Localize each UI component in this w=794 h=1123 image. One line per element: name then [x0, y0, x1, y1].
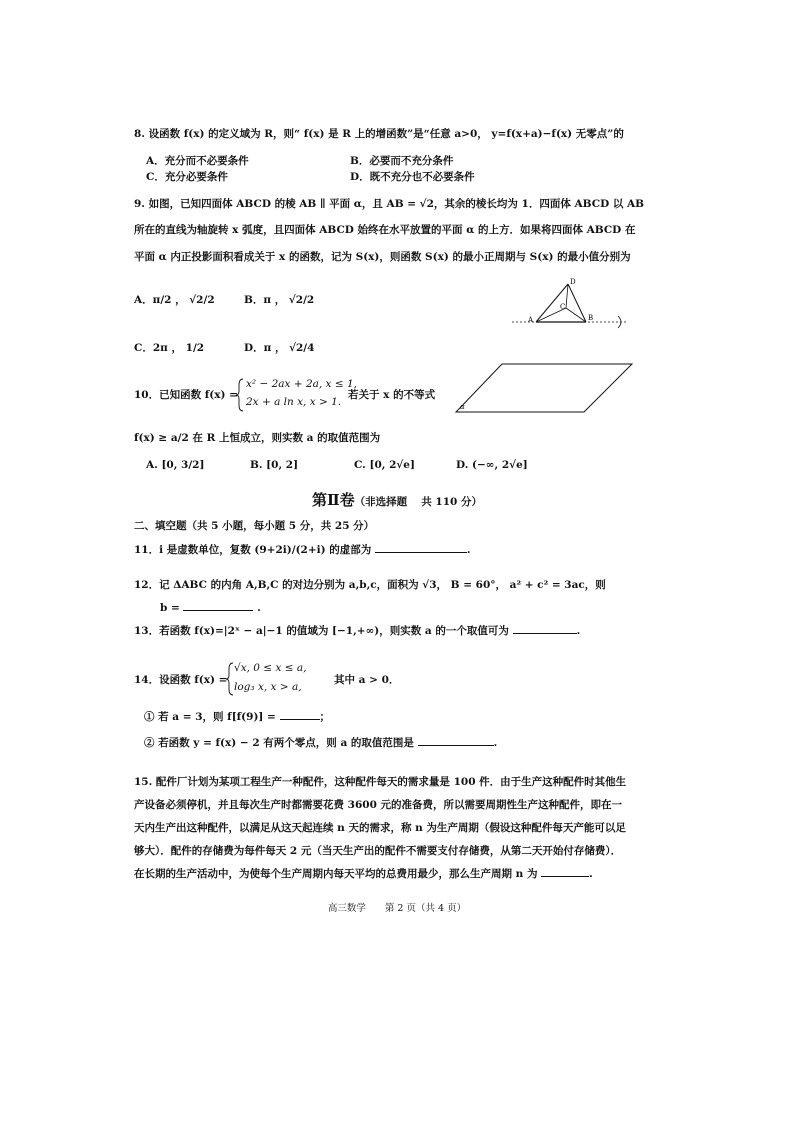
q14-piece-1: √x, 0 ≤ x ≤ a,: [234, 662, 307, 674]
part-two-subtitle: （非选择题 共 110 分）: [354, 496, 483, 508]
label-d: D: [570, 278, 576, 286]
q13: [134, 623, 580, 638]
q10-brace: [236, 378, 244, 412]
q15-answer-blank[interactable]: [541, 866, 589, 877]
q11: [134, 542, 471, 557]
q12-line-1: 12．记 ΔABC 的内角 A,B,C 的对边分别为 a,b,c，面积为 √3， B = 60°， a² + c² = 3ac，则: [134, 579, 606, 591]
q15-line-4: 够大）．配件的存储费为每件每天 2 元（当天生产出的配件不需要支付存储费，从第二天开始付存储费）．: [134, 845, 622, 857]
q13-text: 13．若函数 f(x)=|2ˣ − a|−1 的值域为 [−1,+∞)，则实数 a 的一个取值可为: [134, 625, 509, 637]
q14-sub-2-answer-blank[interactable]: [418, 735, 494, 746]
q13-end: .: [576, 625, 581, 637]
q9-option-d: D．π ， √2/4: [244, 342, 315, 354]
part-two-title: [0, 489, 794, 510]
q14-sub-2-text: ② 若函数 y = f(x) − 2 有两个零点，则 a 的取值范围是: [144, 737, 414, 749]
tetrahedron-figure: [508, 276, 634, 336]
q15-line-2: 产设备必须停机，并且每次生产时都需要花费 3600 元的准备费，所以需要周期性生产这种配件，即在一: [134, 799, 623, 811]
page-footer: 高三数学 第 2 页（共 4 页）: [327, 903, 467, 914]
q10-stem-prefix: 10．已知函数 f(x) =: [134, 389, 238, 401]
q11-end: .: [466, 544, 471, 556]
q8-option-c: C．充分必要条件: [146, 171, 228, 183]
q10-option-b: B. [0, 2]: [250, 459, 299, 471]
q11-answer-blank[interactable]: [375, 542, 467, 553]
q10-option-c: C. [0, 2√e]: [354, 459, 415, 471]
part-two-heading: 第Ⅱ卷: [311, 491, 355, 509]
q15-line-1: 15. 配件厂计划为某项工程生产一种配件，这种配件每天的需求量是 100 件．由于生产这种配件时其他生: [134, 776, 627, 788]
q12-end: .: [257, 602, 261, 614]
q12-line-2: [160, 600, 261, 614]
q8-option-a: A．充分而不必要条件: [146, 155, 249, 167]
q14-brace: [226, 662, 234, 696]
q12-b-label: b =: [160, 602, 180, 614]
q10-option-d: D. (−∞, 2√e]: [456, 459, 528, 471]
q9-option-c: C．2π ， 1/2: [134, 342, 205, 354]
label-b: B: [588, 314, 594, 322]
plane-alpha-figure: [454, 360, 634, 416]
q9-option-b: B．π ， √2/2: [244, 294, 315, 306]
q14-stem-suffix: 其中 a > 0．: [334, 674, 400, 686]
q9-line-1: 9. 如图，已知四面体 ABCD 的棱 AB ∥ 平面 α，且 AB = √2，其余的棱长均为 1．四面体 ABCD 以 AB: [134, 198, 645, 210]
label-a: A: [528, 316, 534, 324]
q14-sub-2: [144, 735, 497, 750]
q14-sub-1: [144, 709, 330, 724]
q10-stem-suffix: 若关于 x 的不等式: [348, 389, 436, 401]
q15-end: .: [589, 868, 593, 880]
q8-option-b: B．必要而不充分条件: [350, 155, 454, 167]
q10-piece-1: x² − 2ax + 2a, x ≤ 1,: [246, 378, 357, 390]
label-c: C: [560, 303, 566, 311]
q14-sub-1-text: ① 若 a = 3，则 f[f(9)] =: [144, 711, 276, 723]
section-fill-in-heading: 二、填空题（共 5 小题，每小题 5 分，共 25 分）: [134, 520, 375, 532]
q10-option-a: A. [0, 3/2]: [146, 459, 205, 471]
label-alpha: α: [460, 403, 465, 411]
q15-line-5-text: 在长期的生产活动中，为使每个生产周期内每天平均的总费用最少，那么生产周期 n 为: [134, 868, 538, 880]
q9-line-3: 平面 α 内正投影面积看成关于 x 的函数，记为 S(x)，则函数 S(x) 的最小正周期与 S(x) 的最小值分别为: [134, 251, 631, 263]
q14-sub-1-end: ；: [319, 711, 331, 723]
q14-sub-2-end: .: [493, 737, 498, 749]
q11-text: 11．i 是虚数单位，复数 (9+2i)/(2+i) 的虚部为: [134, 544, 372, 556]
q10-piece-2: 2x + a ln x, x > 1.: [246, 396, 342, 408]
q15-line-5: [134, 866, 593, 881]
q9-option-a: A．π/2 ， √2/2: [134, 294, 215, 306]
q9-line-2: 所在的直线为轴旋转 x 弧度，且四面体 ABCD 始终在水平放置的平面 α 的上方．如果将四面体 ABCD 在: [134, 224, 636, 236]
q12-answer-blank[interactable]: [183, 600, 253, 611]
q14-sub-1-answer-blank[interactable]: [280, 709, 320, 720]
q10-line-2: f(x) ≥ a/2 在 R 上恒成立，则实数 a 的取值范围为: [134, 432, 381, 444]
q15-line-3: 天内生产出这种配件，以满足从这天起连续 n 天的需求，称 n 为生产周期（假设这种配件每天产能可以足: [134, 822, 626, 834]
q14-piece-2: log₃ x, x > a,: [234, 681, 302, 693]
q14-stem-prefix: 14．设函数 f(x) =: [134, 674, 228, 686]
q8-stem: 8. 设函数 f(x) 的定义域为 R，则“ f(x) 是 R 上的增函数”是“任意 a>0， y=f(x+a)−f(x) 无零点”的: [134, 128, 624, 140]
q13-answer-blank[interactable]: [513, 623, 577, 634]
q8-option-d: D．既不充分也不必要条件: [350, 171, 475, 183]
